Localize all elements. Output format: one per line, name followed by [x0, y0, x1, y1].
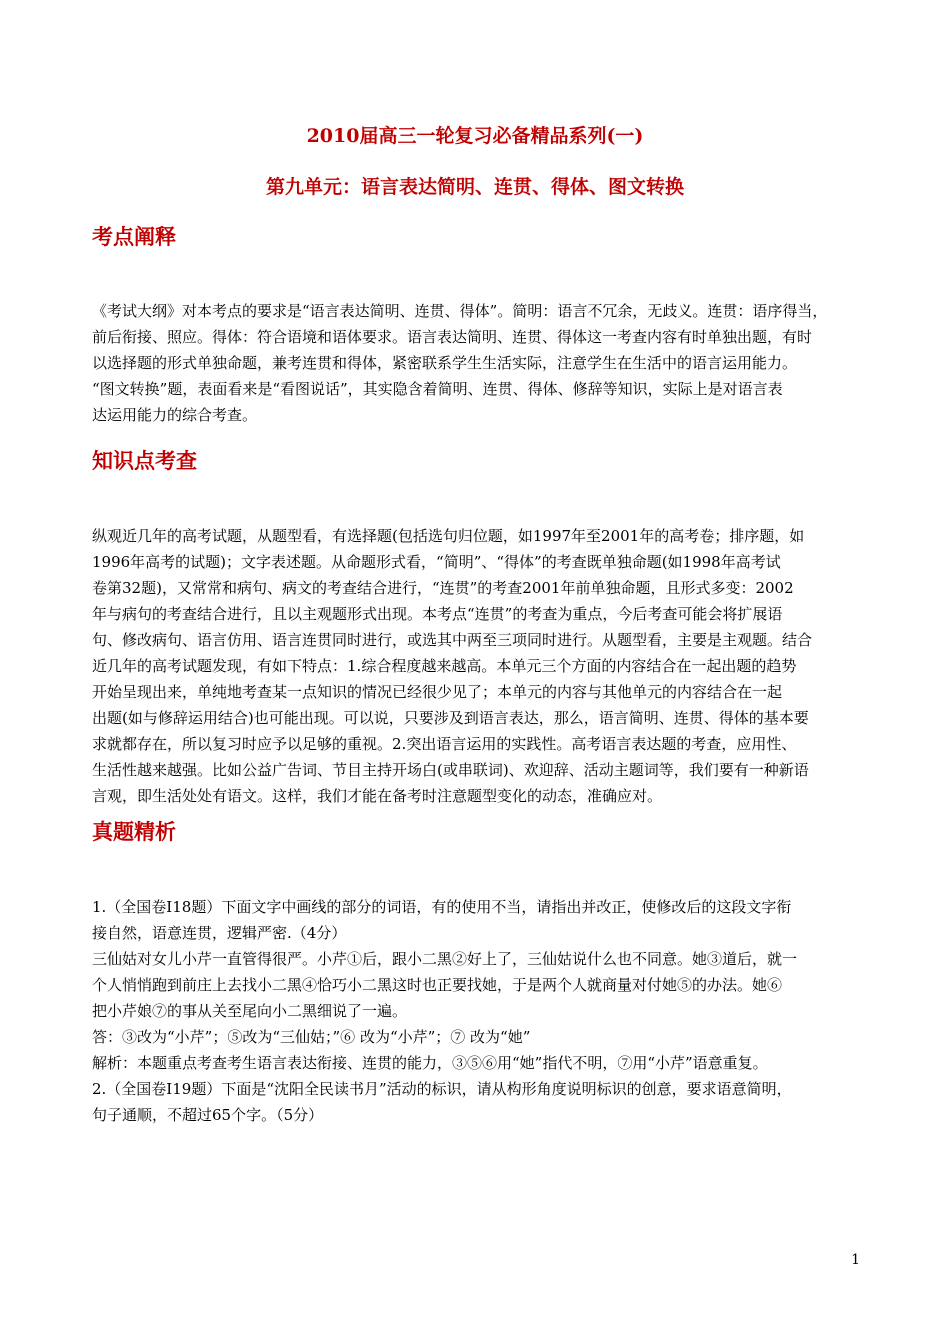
paragraph-line: 纵观近几年的高考试题，从题型看，有选择题(包括选句归位题，如1997年至2001年的高考卷；排序题，如	[92, 527, 805, 545]
paragraph-line: 答：③改为“小芹”；⑤改为“三仙姑；”⑥ 改为“小芹”；⑦ 改为“她”	[92, 1028, 531, 1046]
paragraph-line: 个人悄悄跑到前庄上去找小二黑④恰巧小二黑这时也正要找她，于是两个人就商量对付她⑤的办法。她⑥	[92, 976, 783, 994]
paragraph-line: 年与病句的考查结合进行，且以主观题形式出现。本考点“连贯”的考查为重点，今后考查可能会将扩展语	[92, 605, 783, 623]
paragraph-line: 把小芹娘⑦的事从关至尾向小二黑细说了一遍。	[92, 1002, 408, 1020]
section-body-zhenti	[92, 894, 860, 1128]
paragraph-line: 三仙姑对女儿小芹一直管得很严。小芹①后，跟小二黑②好上了，三仙姑说什么也不同意。她③道后，就一	[92, 950, 798, 968]
paragraph-line: 生活性越来越强。比如公益广告词、节目主持开场白(或串联词)、欢迎辞、活动主题词等，我们要有一种新语	[92, 761, 809, 779]
paragraph-line: 出题(如与修辞运用结合)也可能出现。可以说，只要涉及到语言表达，那么，语言简明、连贯、得体的基本要	[92, 709, 809, 727]
paragraph-line: 1.（全国卷Ⅰ18题）下面文字中画线的部分的词语，有的使用不当，请指出并改正，使修改后的这段文字衔	[92, 898, 792, 916]
paragraph-line: 开始呈现出来，单纯地考查某一点知识的情况已经很少见了；本单元的内容与其他单元的内容结合在一起	[92, 683, 783, 701]
paragraph-line: 接自然，语意连贯，逻辑严密.（4分）	[92, 924, 347, 942]
paragraph-line: 1996年高考的试题)；文字表述题。从命题形式看，“简明”、“得体”的考查既单独命题(如1998年高考试	[92, 553, 781, 571]
paragraph-line: 达运用能力的综合考查。	[92, 406, 258, 424]
paragraph-line: 言观，即生活处处有语文。这样，我们才能在备考时注意题型变化的动态，准确应对。	[92, 787, 663, 805]
page-number: 1	[851, 1252, 860, 1268]
paragraph-line: 前后衔接、照应。得体：符合语境和语体要求。语言表达简明、连贯、得体这一考查内容有时单独出题，有时	[92, 328, 813, 346]
section-body-kaodian	[92, 298, 860, 428]
paragraph-line: 近几年的高考试题发现，有如下特点：1.综合程度越来越高。本单元三个方面的内容结合在一起出题的趋势	[92, 657, 797, 675]
paragraph-line: 句子通顺，不超过65个字。（5分）	[92, 1106, 324, 1124]
document-subtitle: 第九单元：语言表达简明、连贯、得体、图文转换	[265, 176, 684, 198]
paragraph-line: 句、修改病句、语言仿用、语言连贯同时进行，或选其中两至三项同时进行。从题型看，主要是主观题。结合	[92, 631, 813, 649]
document-title: 2010届高三一轮复习必备精品系列(一)	[306, 125, 644, 147]
paragraph-line: “图文转换”题，表面看来是“看图说话”，其实隐含着简明、连贯、得体、修辞等知识，实际上是对语言表	[92, 380, 783, 398]
section-body-zhishidian	[92, 523, 860, 809]
paragraph-line: 解析：本题重点考查考生语言表达衔接、连贯的能力，③⑤⑥用“她”指代不明，⑦用“小芹”语意重复。	[92, 1054, 768, 1072]
paragraph-line: 卷第32题)，又常常和病句、病文的考查结合进行，“连贯”的考查2001年前单独命题，且形式多变：2002	[92, 579, 794, 597]
section-heading-zhishidian: 知识点考查	[92, 448, 197, 473]
section-heading-zhenti: 真题精析	[92, 819, 176, 844]
section-heading-kaodian: 考点阐释	[92, 224, 176, 249]
paragraph-line: 《考试大纲》对本考点的要求是“语言表达简明、连贯、得体”。简明：语言不冗余，无歧义。连贯：语序得当，	[92, 302, 828, 320]
paragraph-line: 2.（全国卷Ⅰ19题）下面是“沈阳全民读书月”活动的标识，请从构形角度说明标识的创意，要求语意简明，	[92, 1080, 792, 1098]
paragraph-line: 求就都存在，所以复习时应予以足够的重视。2.突出语言运用的实践性。高考语言表达题的考查，应用性、	[92, 735, 797, 753]
paragraph-line: 以选择题的形式单独命题，兼考连贯和得体，紧密联系学生生活实际，注意学生在生活中的语言运用能力。	[92, 354, 798, 372]
